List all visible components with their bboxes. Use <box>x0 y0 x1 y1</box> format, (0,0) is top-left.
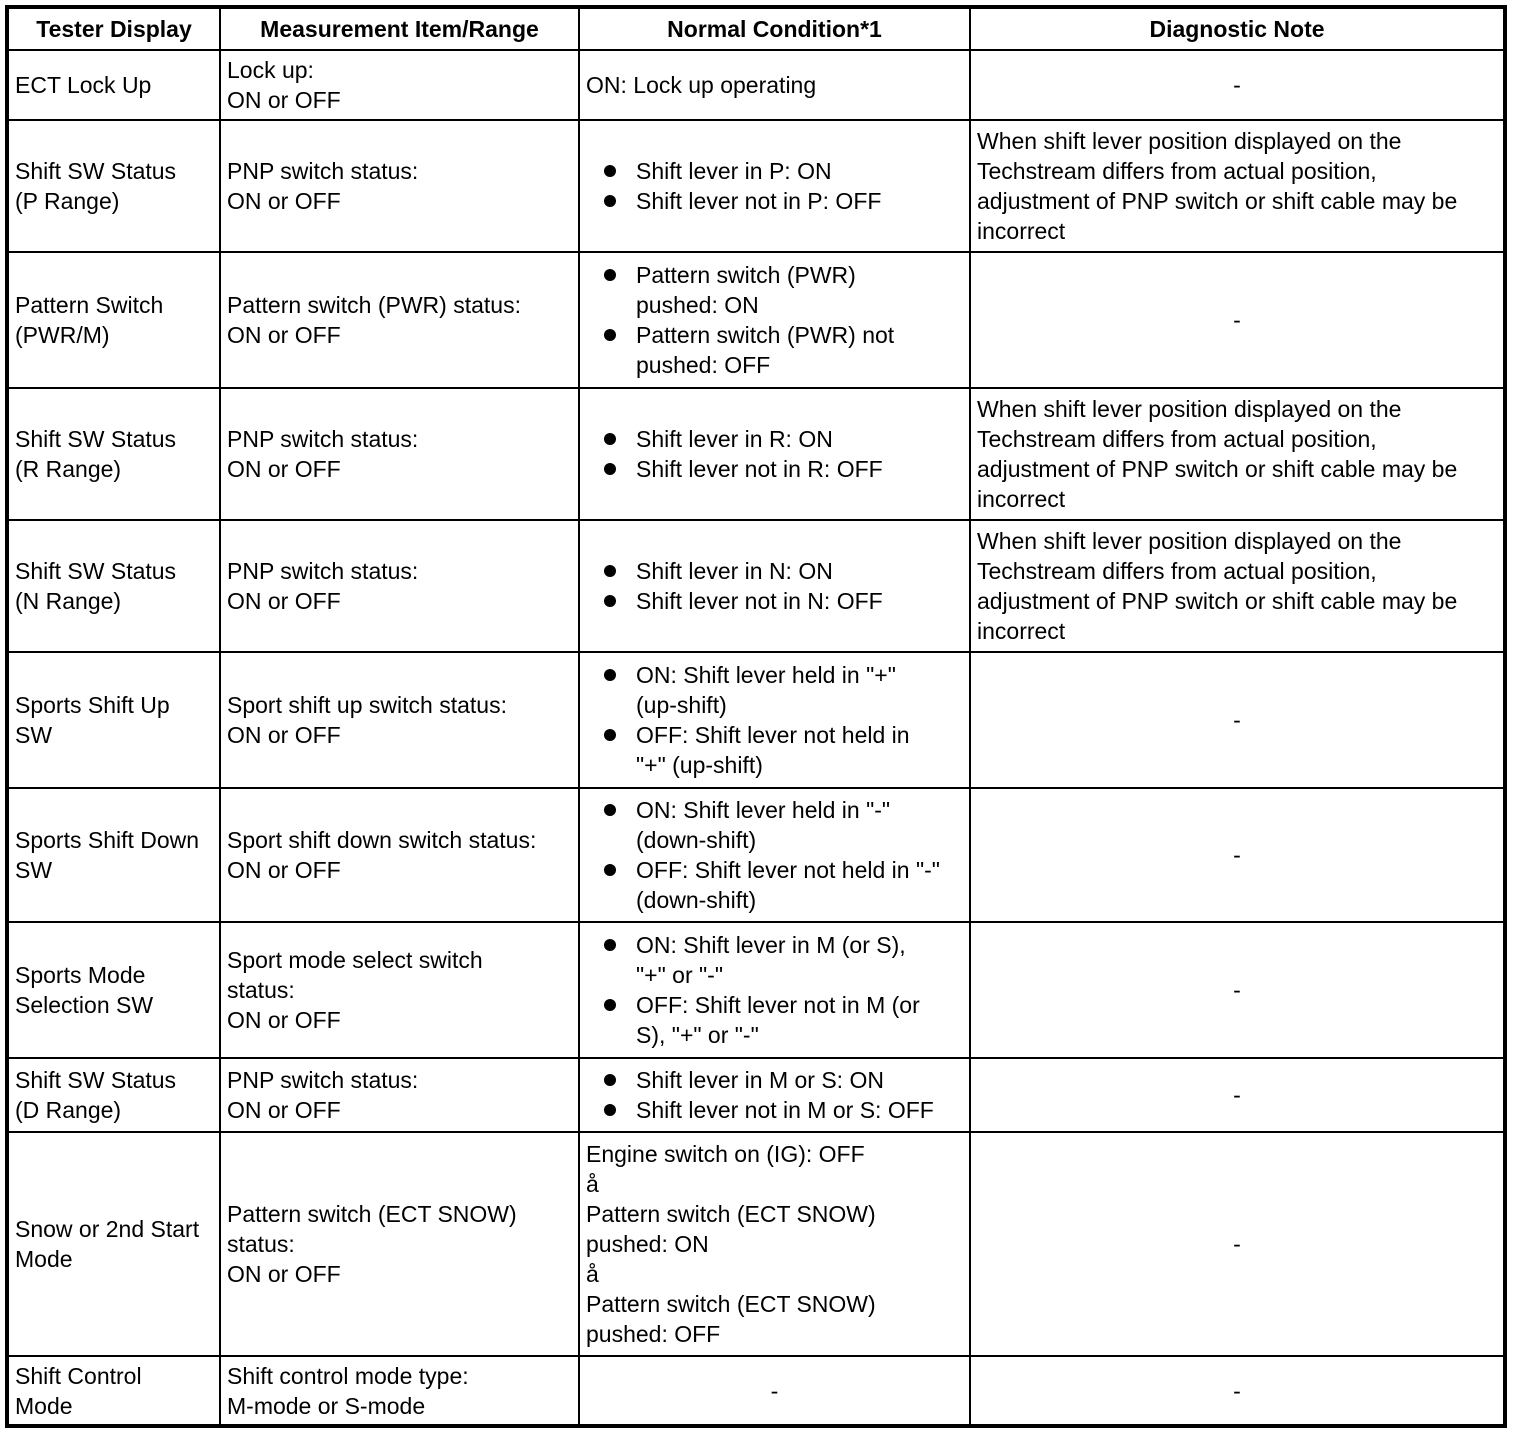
cell-line: ON or OFF <box>227 1007 341 1033</box>
cell-line: Shift lever not in N: OFF <box>636 588 883 614</box>
diagnostic-note-cell <box>970 788 1505 922</box>
table-row <box>7 50 1505 120</box>
cell-line: adjustment of PNP switch or shift cable may be <box>977 456 1458 482</box>
cell-line: Pattern switch (ECT SNOW) <box>227 1201 517 1227</box>
diagnostic-note-cell <box>970 922 1505 1058</box>
cell-line: (N Range) <box>15 588 122 614</box>
cell-line: pushed: OFF <box>636 352 771 378</box>
table-row <box>7 1058 1505 1132</box>
bullet-item <box>602 990 963 1050</box>
measurement-cell <box>220 520 579 652</box>
cell-line: When shift lever position displayed on the <box>977 128 1402 154</box>
cell-line: - <box>1233 307 1241 333</box>
cell-line: Snow or 2nd Start <box>15 1216 200 1242</box>
diagnostic-note-cell <box>970 1132 1505 1356</box>
cell-line: Shift Control <box>15 1362 142 1389</box>
cell-line: Shift SW Status <box>15 426 177 452</box>
bullet-item <box>602 1065 963 1095</box>
cell-line: ON: Lock up operating <box>586 72 817 98</box>
bullet-item <box>602 320 963 380</box>
tester-display-cell <box>7 788 220 922</box>
cell-line: PNP switch status: <box>227 158 419 184</box>
cell-line: When shift lever position displayed on the <box>977 396 1402 422</box>
normal-condition-bullet-list <box>602 156 963 216</box>
measurement-cell <box>220 652 579 788</box>
bullet-item <box>602 855 963 915</box>
diagnostic-note-cell <box>970 252 1505 388</box>
normal-condition-cell <box>579 1356 970 1426</box>
cell-line: - <box>1233 842 1241 868</box>
normal-condition-cell <box>579 1058 970 1132</box>
normal-condition-cell <box>579 520 970 652</box>
normal-condition-cell <box>579 1132 970 1356</box>
cell-line: ON or OFF <box>227 1097 341 1123</box>
cell-line: Shift lever in N: ON <box>636 558 833 584</box>
cell-line: When shift lever position displayed on the <box>977 528 1402 554</box>
diagnostic-note-cell <box>970 50 1505 120</box>
cell-line: (up-shift) <box>636 692 727 718</box>
cell-line: Techstream differs from actual position, <box>977 558 1377 584</box>
normal-condition-bullet-list <box>602 424 963 484</box>
tester-display-cell <box>7 1058 220 1132</box>
diagnostic-note-cell <box>970 520 1505 652</box>
bullet-item <box>602 930 963 990</box>
cell-line: incorrect <box>977 486 1066 512</box>
cell-line: ON or OFF <box>227 1261 341 1287</box>
cell-line: Sports Mode <box>15 962 146 988</box>
cell-line: Sports Shift Up <box>15 692 170 718</box>
table-row <box>7 120 1505 252</box>
cell-line: pushed: ON <box>636 292 759 318</box>
tester-display-cell <box>7 652 220 788</box>
cell-line: incorrect <box>977 218 1066 244</box>
table-row <box>7 1132 1505 1356</box>
measurement-cell <box>220 1058 579 1132</box>
measurement-cell <box>220 120 579 252</box>
cell-line: "+" or "-" <box>636 962 723 988</box>
cell-line: (R Range) <box>15 456 122 482</box>
table-row <box>7 388 1505 520</box>
normal-condition-cell <box>579 652 970 788</box>
diagnostic-note-cell <box>970 652 1505 788</box>
bullet-item <box>602 424 963 454</box>
cell-line: ON or OFF <box>227 588 341 614</box>
cell-line: pushed: OFF <box>586 1321 721 1347</box>
normal-condition-cell <box>579 922 970 1058</box>
normal-condition-bullet-list <box>602 556 963 616</box>
cell-line: Sport shift up switch status: <box>227 692 507 718</box>
cell-line: ON or OFF <box>227 857 341 883</box>
normal-condition-cell <box>579 120 970 252</box>
cell-line: Lock up: <box>227 57 314 83</box>
cell-line: Engine switch on (IG): OFF <box>586 1141 865 1167</box>
cell-line: incorrect <box>977 618 1066 644</box>
cell-line: Sport shift down switch status: <box>227 827 537 853</box>
cell-line: - <box>1233 72 1241 98</box>
cell-line: (down-shift) <box>636 887 757 913</box>
cell-line: adjustment of PNP switch or shift cable may be <box>977 188 1458 214</box>
cell-line: - <box>1233 1377 1241 1404</box>
header-row <box>7 7 1505 50</box>
bullet-item <box>602 156 963 186</box>
cell-line: (D Range) <box>15 1097 122 1123</box>
normal-condition-cell <box>579 788 970 922</box>
cell-line: Mode <box>15 1392 73 1419</box>
cell-line: (PWR/M) <box>15 322 110 348</box>
cell-line: ON or OFF <box>227 322 341 348</box>
cell-line: ON: Shift lever held in "+" <box>636 662 896 688</box>
cell-line: Mode <box>15 1246 73 1272</box>
header-normal-condition: Normal Condition*1 <box>579 7 970 50</box>
bullet-item <box>602 1095 963 1125</box>
table-row <box>7 922 1505 1058</box>
tester-display-cell <box>7 252 220 388</box>
tester-display-cell <box>7 388 220 520</box>
bullet-item <box>602 795 963 855</box>
cell-line: Techstream differs from actual position, <box>977 158 1377 184</box>
cell-line: Shift lever in M or S: ON <box>636 1067 884 1093</box>
normal-condition-bullet-list <box>602 260 963 380</box>
cell-line: ON: Shift lever in M (or S), <box>636 932 906 958</box>
bullet-item <box>602 260 963 320</box>
normal-condition-bullet-list <box>602 795 963 915</box>
normal-condition-cell <box>579 388 970 520</box>
cell-line: Sports Shift Down <box>15 827 200 853</box>
cell-line: OFF: Shift lever not held in <box>636 722 910 748</box>
diagnostic-note-cell <box>970 1356 1505 1426</box>
cell-line: å <box>586 1171 599 1197</box>
cell-line: Shift lever not in P: OFF <box>636 188 882 214</box>
measurement-cell <box>220 388 579 520</box>
measurement-cell <box>220 1356 579 1426</box>
cell-line: status: <box>227 1231 295 1257</box>
cell-line: Pattern switch (PWR) not <box>636 322 895 348</box>
cell-line: Shift control mode type: <box>227 1362 469 1389</box>
normal-condition-bullet-list <box>602 1065 963 1125</box>
cell-line: ON: Shift lever held in "-" <box>636 797 891 823</box>
diagnostic-note-cell <box>970 1058 1505 1132</box>
cell-line: S), "+" or "-" <box>636 1022 759 1048</box>
table-body <box>7 50 1505 1426</box>
measurement-cell <box>220 1132 579 1356</box>
measurement-cell <box>220 50 579 120</box>
diagnostic-note-cell <box>970 120 1505 252</box>
cell-line: PNP switch status: <box>227 1067 419 1093</box>
cell-line: ON or OFF <box>227 456 341 482</box>
cell-line: PNP switch status: <box>227 426 419 452</box>
normal-condition-bullet-list <box>602 930 963 1050</box>
cell-line: "+" (up-shift) <box>636 752 763 778</box>
cell-line: adjustment of PNP switch or shift cable may be <box>977 588 1458 614</box>
data-list-table <box>5 5 1507 1428</box>
cell-line: - <box>1233 1231 1241 1257</box>
tester-display-cell <box>7 1132 220 1356</box>
table-row <box>7 788 1505 922</box>
header-diagnostic-note: Diagnostic Note <box>970 7 1505 50</box>
cell-line: SW <box>15 722 53 748</box>
cell-line: ECT Lock Up <box>15 72 152 98</box>
cell-line: - <box>1233 977 1241 1003</box>
cell-line: å <box>586 1261 599 1287</box>
cell-line: M-mode or S-mode <box>227 1392 426 1419</box>
cell-line: Shift SW Status <box>15 1067 177 1093</box>
measurement-cell <box>220 252 579 388</box>
cell-line: - <box>1233 1082 1241 1108</box>
cell-line: PNP switch status: <box>227 558 419 584</box>
table-row <box>7 252 1505 388</box>
cell-line: Pattern Switch <box>15 292 164 318</box>
bullet-item <box>602 454 963 484</box>
cell-line: Shift SW Status <box>15 558 177 584</box>
cell-line: SW <box>15 857 53 883</box>
cell-line: Techstream differs from actual position, <box>977 426 1377 452</box>
cell-line: Pattern switch (PWR) <box>636 262 856 288</box>
table-row <box>7 652 1505 788</box>
cell-line: (down-shift) <box>636 827 757 853</box>
cell-line: Shift lever in P: ON <box>636 158 832 184</box>
measurement-cell <box>220 788 579 922</box>
cell-line: Sport mode select switch <box>227 947 483 973</box>
cell-line: Pattern switch (ECT SNOW) <box>586 1201 876 1227</box>
tester-display-cell <box>7 520 220 652</box>
tester-display-cell <box>7 120 220 252</box>
tester-display-cell <box>7 1356 220 1426</box>
bullet-item <box>602 186 963 216</box>
cell-line: ON or OFF <box>227 188 341 214</box>
bullet-item <box>602 556 963 586</box>
bullet-item <box>602 660 963 720</box>
cell-line: ON or OFF <box>227 87 341 113</box>
cell-line: ON or OFF <box>227 722 341 748</box>
cell-line: pushed: ON <box>586 1231 709 1257</box>
normal-condition-cell <box>579 50 970 120</box>
cell-line: OFF: Shift lever not held in "-" <box>636 857 940 883</box>
bullet-item <box>602 720 963 780</box>
normal-condition-bullet-list <box>602 660 963 780</box>
tester-display-cell <box>7 922 220 1058</box>
cell-line: Shift lever not in M or S: OFF <box>636 1097 934 1123</box>
measurement-cell <box>220 922 579 1058</box>
cell-line: Selection SW <box>15 992 154 1018</box>
cell-line: Shift SW Status <box>15 158 177 184</box>
table-row <box>7 1356 1505 1426</box>
normal-condition-cell <box>579 252 970 388</box>
diagnostic-note-cell <box>970 388 1505 520</box>
cell-line: - <box>770 1377 779 1404</box>
cell-line: Shift lever in R: ON <box>636 426 833 452</box>
table-row <box>7 520 1505 652</box>
cell-line: status: <box>227 977 295 1003</box>
bullet-item <box>602 586 963 616</box>
cell-line: - <box>1233 707 1241 733</box>
cell-line: OFF: Shift lever not in M (or <box>636 992 920 1018</box>
cell-line: Shift lever not in R: OFF <box>636 456 883 482</box>
tester-display-cell <box>7 50 220 120</box>
header-tester-display: Tester Display <box>7 7 220 50</box>
cell-line: Pattern switch (ECT SNOW) <box>586 1291 876 1317</box>
cell-line: Pattern switch (PWR) status: <box>227 292 521 318</box>
cell-line: (P Range) <box>15 188 120 214</box>
header-measurement-item: Measurement Item/Range <box>220 7 579 50</box>
